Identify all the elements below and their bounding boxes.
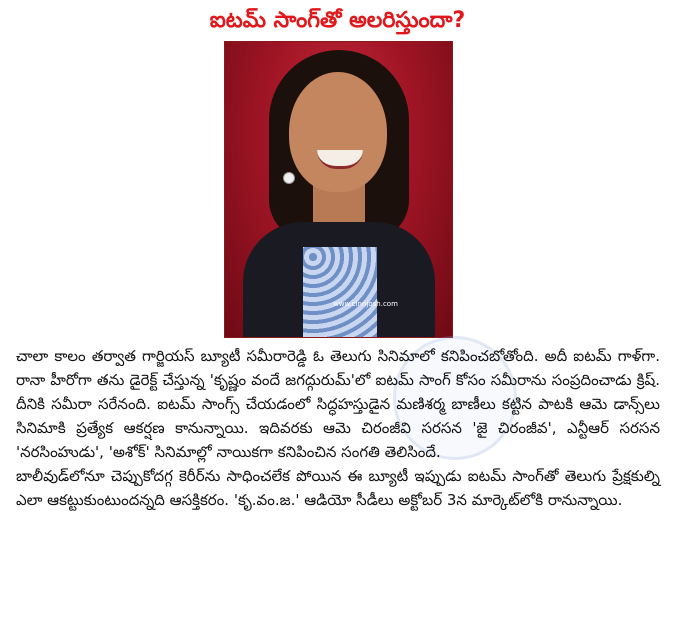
photo-face bbox=[289, 72, 387, 192]
photo-watermark: www.cinnjosh.com bbox=[333, 300, 398, 308]
article-photo bbox=[224, 41, 453, 338]
article-paragraph: చాలా కాలం తర్వాత గార్జియస్ బ్యూటీ సమీరారెడ్డి ఓ తెలుగు సినిమాలో కనిపించబోతోంది. అదీ ఐటమ్ గాళ్‌గా. రానా హీరోగా తను డైరెక్ట్ చేస్తున్న 'కృష్ణం వందే జగద్గురుమ్'లో ఐటమ్ సాంగ్ కోసం సమీరాను సంప్రదించాడు క్రిష్. దీనికి సమీరా సరేనంది. ఐటమ్ సాంగ్స్ చేయడంలో సిద్ధహస్తుడైన మణిశర్మ బాణీలు కట్టిన పాటకి ఆమె డాన్స్‌లు సినిమాకి ప్రత్యేక ఆకర్షణ కానున్నాయి. ఇదివరకు ఆమె చిరంజీవి సరసన 'జై చిరంజీవ', ఎన్టీఆర్ సరసన 'నరసింహుడు', 'అశోక్' సినిమాల్లో నాయికగా కనిపించిన సంగతి తెలిసిందే. bbox=[16, 347, 660, 461]
photo-top bbox=[303, 247, 377, 338]
article-body bbox=[16, 344, 660, 512]
photo-earring bbox=[283, 172, 295, 184]
headline: ఐటమ్ సాంగ్‌తో అలరిస్తుందా? bbox=[209, 8, 466, 33]
article-paragraph: బాలీవుడ్‌లోనూ చెప్పుకోదగ్గ కెరీర్‌ను సాధించలేక పోయిన ఈ బ్యూటీ ఇప్పుడు ఐటమ్ సాంగ్‌తో తెలుగు ప్రేక్షకుల్ని ఎలా ఆకట్టుకుంటుందన్నది ఆసక్తికరం. 'కృ.వం.జ.' ఆడియో సీడీలు అక్టోబర్ 3న మార్కెట్‌లోకి రానున్నాయి. bbox=[16, 467, 660, 509]
